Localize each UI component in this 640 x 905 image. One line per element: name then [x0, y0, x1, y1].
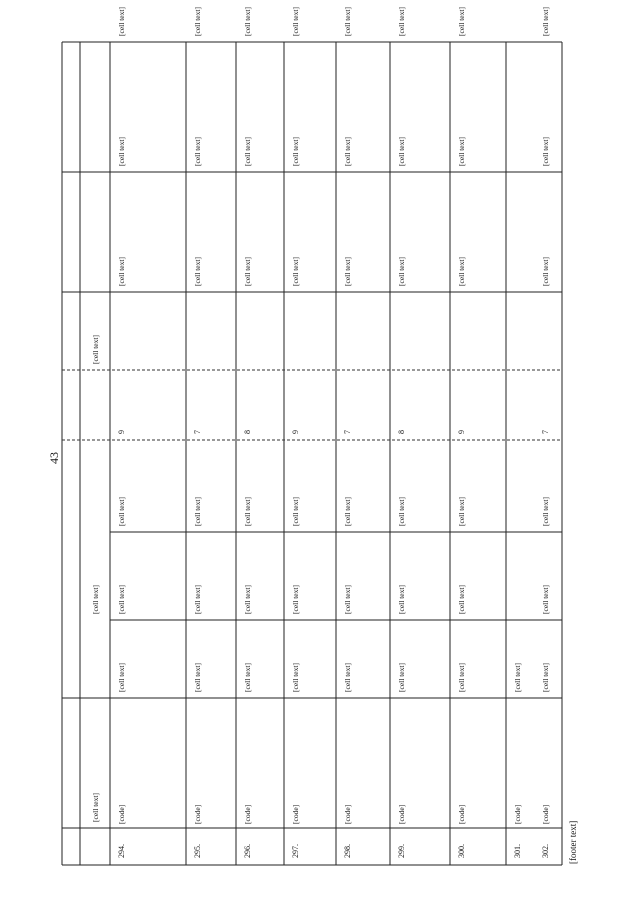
cell-publisher-2: [cell text]	[343, 257, 352, 286]
cell-authors: [cell text]	[117, 585, 126, 614]
cell-order: [cell text]	[541, 137, 550, 166]
cell-num: 297.	[291, 844, 300, 858]
cell-authors: [cell text]	[243, 585, 252, 614]
cell-grade: 9	[457, 430, 466, 434]
cell-publisher: [cell text]	[243, 497, 252, 526]
cell-publisher-2: [cell text]	[541, 257, 550, 286]
cell-publisher: [cell text]	[397, 497, 406, 526]
cell-title: [cell text]	[243, 663, 252, 692]
cell-publisher-2: [cell text]	[397, 257, 406, 286]
cell-code: [code]	[457, 804, 466, 824]
cell-until: [cell text]	[397, 7, 406, 36]
cell-publisher: [cell text]	[291, 497, 300, 526]
cell-until: [cell text]	[291, 7, 300, 36]
cell-authors: [cell text]	[193, 585, 202, 614]
cell-title: [cell text]	[117, 663, 126, 692]
cell-order: [cell text]	[193, 137, 202, 166]
cell-until: [cell text]	[457, 7, 466, 36]
cell-grade: 7	[193, 430, 202, 434]
cell-grade: 8	[243, 430, 252, 434]
cell-num: 295.	[193, 844, 202, 858]
cell-until: [cell text]	[243, 7, 252, 36]
cell-title: [cell text]	[343, 663, 352, 692]
cell-code: [code]	[541, 804, 550, 824]
cell-title: [cell text]	[457, 663, 466, 692]
cell-order: [cell text]	[243, 137, 252, 166]
cell-publisher: [cell text]	[541, 497, 550, 526]
cell-authors: [cell text]	[457, 585, 466, 614]
cell-title: [cell text]	[397, 663, 406, 692]
cell-order: [cell text]	[291, 137, 300, 166]
cell-until: [cell text]	[343, 7, 352, 36]
cell-publisher: [cell text]	[343, 497, 352, 526]
cell-code: [code]	[513, 804, 522, 824]
cell-grade: 7	[541, 430, 550, 434]
cell-num: 299.	[397, 844, 406, 858]
cell-publisher: [cell text]	[91, 585, 100, 614]
cell-num: 296.	[243, 844, 252, 858]
cell-authors: [cell text]	[343, 585, 352, 614]
cell-publisher-2: [cell text]	[193, 257, 202, 286]
cell-code: [code]	[117, 804, 126, 824]
footer-note: [footer text]	[568, 820, 578, 864]
cell-title: [cell text]	[513, 663, 522, 692]
cell-until: [cell text]	[541, 7, 550, 36]
cell-title: [cell text]	[541, 663, 550, 692]
cell-num: 302.	[541, 844, 550, 858]
cell-title: [cell text]	[91, 793, 100, 822]
cell-code: [code]	[243, 804, 252, 824]
cell-grade: 9	[117, 430, 126, 434]
cell-code: [code]	[397, 804, 406, 824]
cell-order: [cell text]	[397, 137, 406, 166]
cell-publisher: [cell text]	[117, 497, 126, 526]
cell-code: [code]	[291, 804, 300, 824]
cell-until: [cell text]	[117, 7, 126, 36]
cell-order: [cell text]	[117, 137, 126, 166]
cell-authors: [cell text]	[291, 585, 300, 614]
cell-until: [cell text]	[193, 7, 202, 36]
cell-publisher-2: [cell text]	[457, 257, 466, 286]
cell-title: [cell text]	[291, 663, 300, 692]
cell-publisher-2: [cell text]	[117, 257, 126, 286]
cell-grade: 9	[291, 430, 300, 434]
cell-num: 300.	[457, 844, 466, 858]
cell-publisher-2: [cell text]	[291, 257, 300, 286]
cell-publisher: [cell text]	[457, 497, 466, 526]
cell-num: 298.	[343, 844, 352, 858]
cell-order: [cell text]	[343, 137, 352, 166]
cell-order: [cell text]	[457, 137, 466, 166]
cell-authors: [cell text]	[541, 585, 550, 614]
cell-title: [cell text]	[193, 663, 202, 692]
cell-authors: [cell text]	[397, 585, 406, 614]
cell-publisher-2: [cell text]	[243, 257, 252, 286]
cell-num: 301.	[513, 844, 522, 858]
cell-publisher: [cell text]	[193, 497, 202, 526]
cell-code: [code]	[343, 804, 352, 824]
page-number: 43	[47, 452, 61, 464]
cell-grade: 7	[343, 430, 352, 434]
cell-grade: 8	[397, 430, 406, 434]
cell-publisher-2: [cell text]	[91, 335, 100, 364]
cell-num: 294.	[117, 844, 126, 858]
cell-code: [code]	[193, 804, 202, 824]
